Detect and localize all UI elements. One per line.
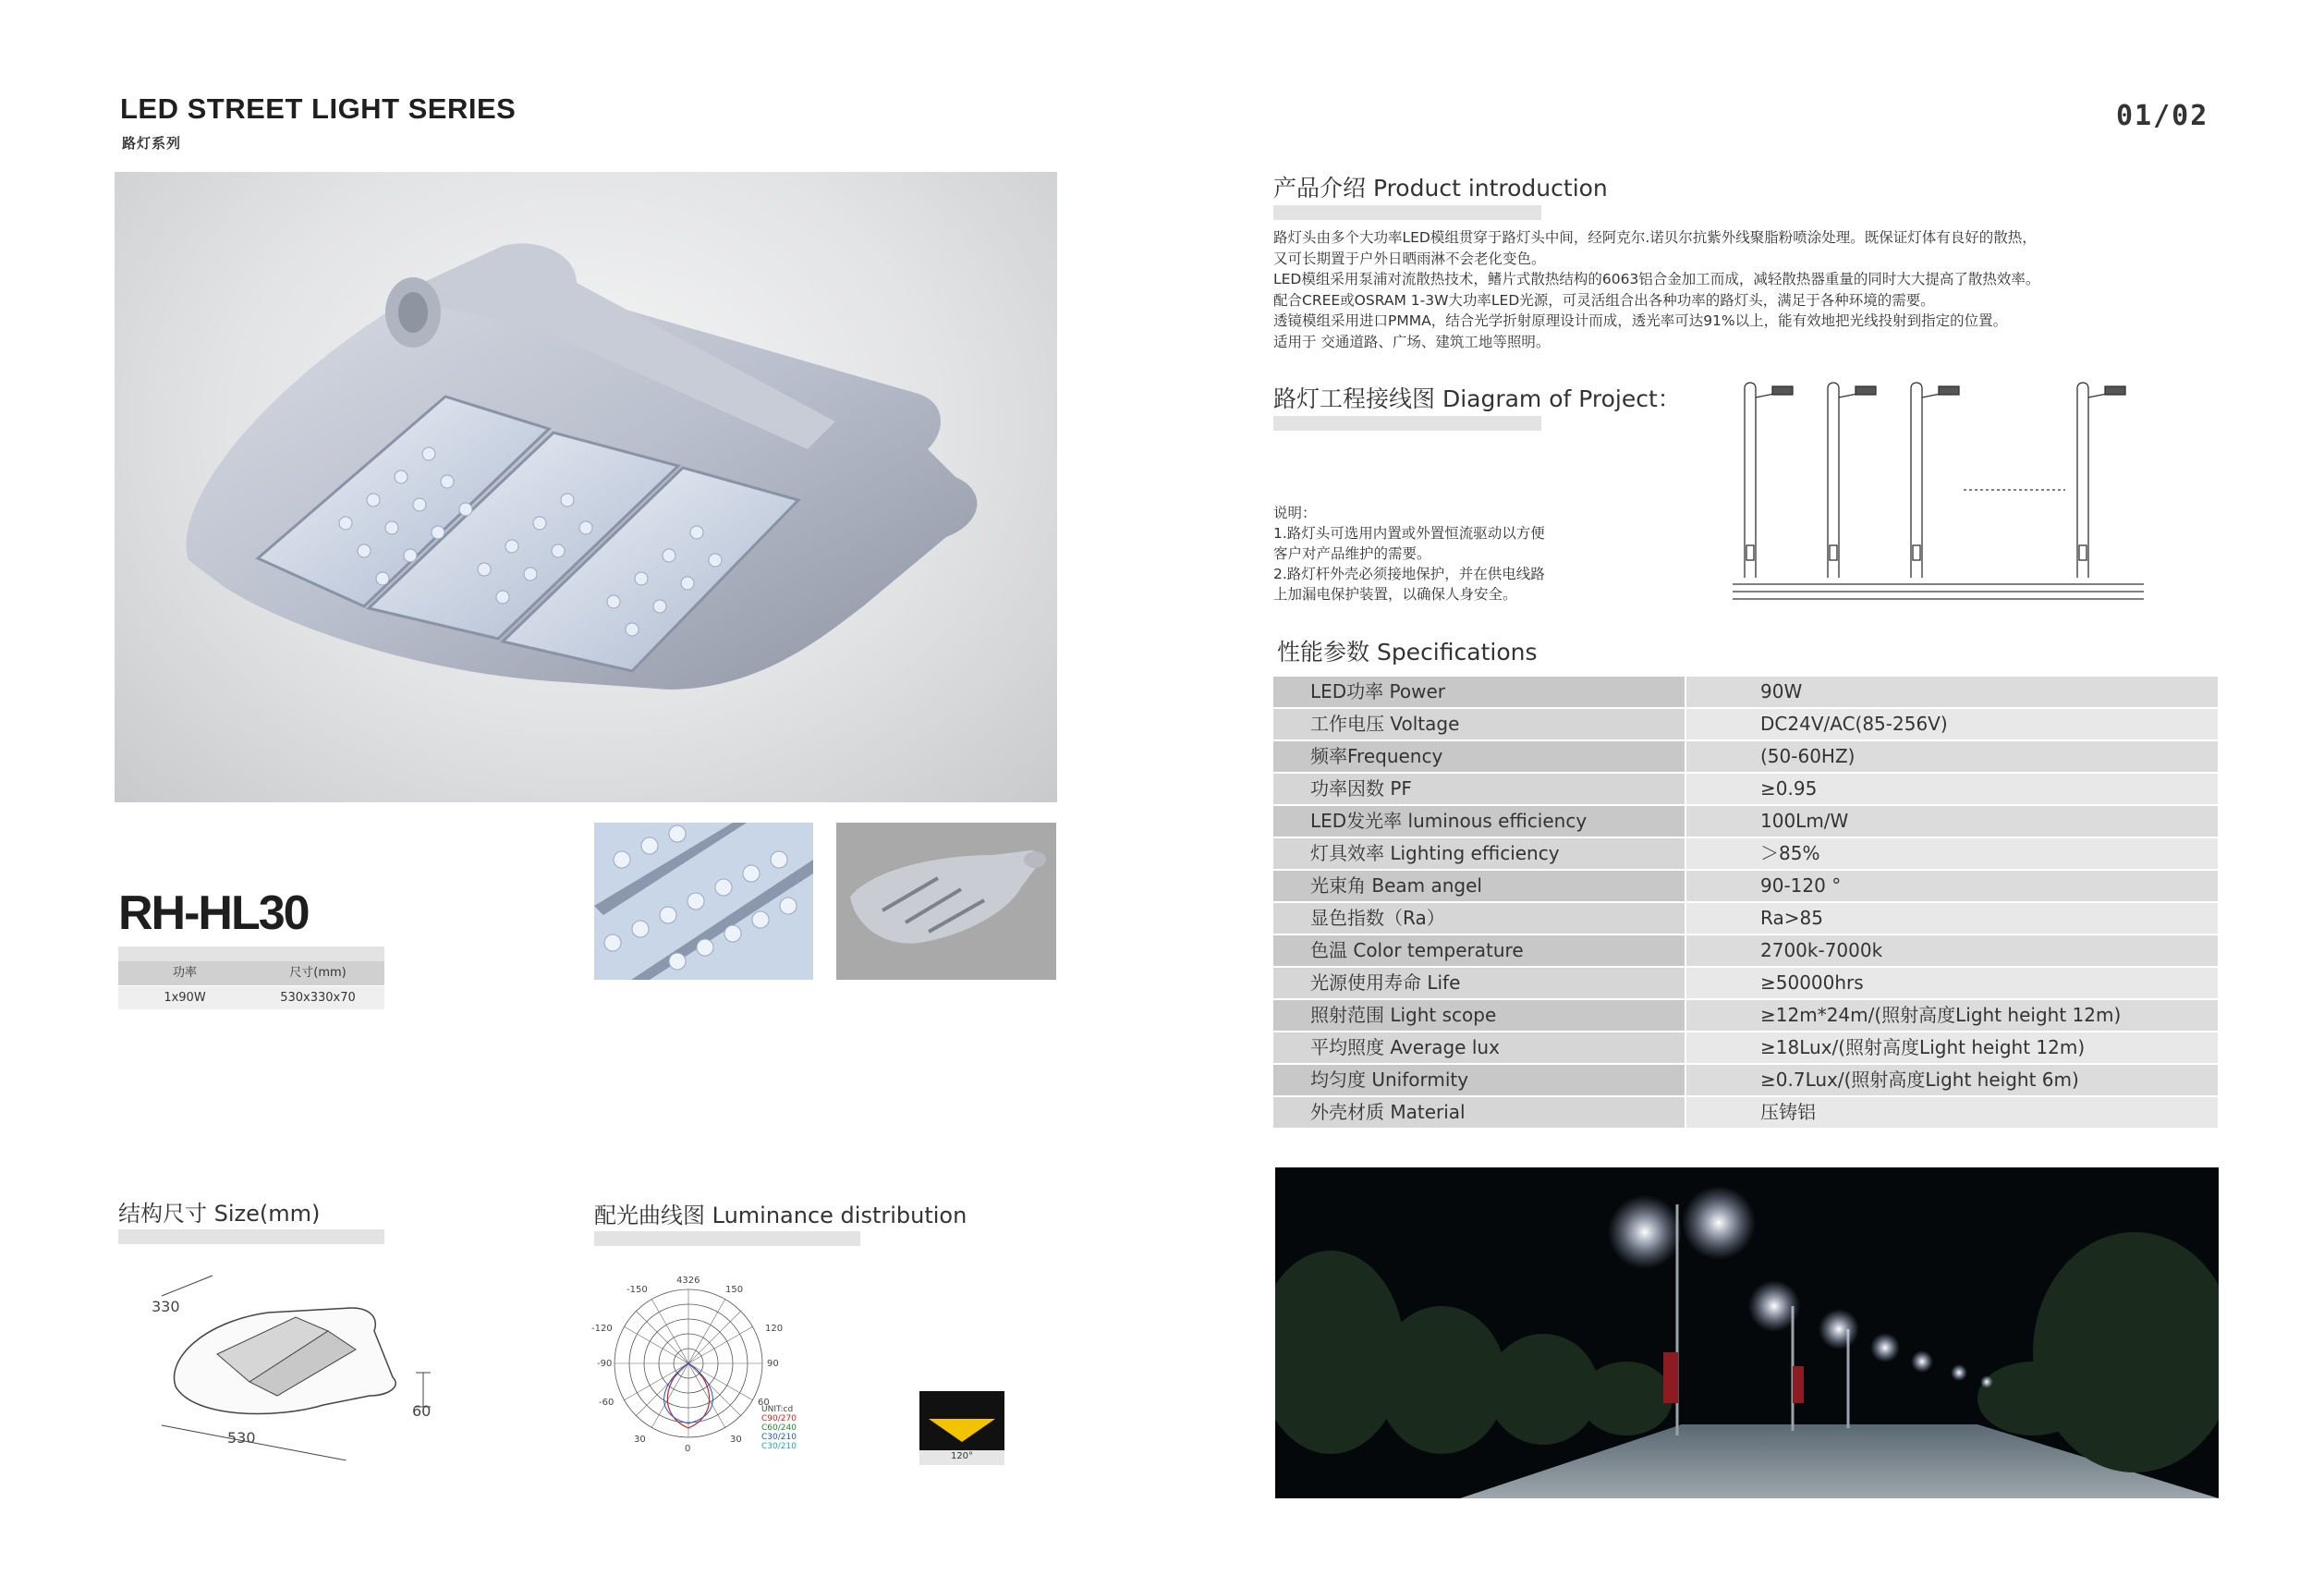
note-line: 客户对产品维护的需要。 [1273, 545, 1431, 562]
intro-line: 配合CREE或OSRAM 1-3W大功率LED光源，可灵活组合出各种功率的路灯头，满足于各种环境的需要。 [1273, 291, 1935, 309]
size-dimension-drawing [139, 1266, 453, 1460]
polar-label: -150 [627, 1285, 648, 1295]
lamp-side-view-photo [836, 823, 1056, 980]
table-row [118, 985, 384, 1009]
spec-key: 照射范围 Light scope [1273, 1000, 1686, 1032]
header-power: 功率 [172, 966, 197, 980]
legend-item: C90/270 [761, 1414, 797, 1423]
table-row [1273, 1032, 2218, 1065]
spec-value: ≥0.7Lux/(照射高度Light height 6m) [1686, 1065, 2218, 1097]
spec-value: ≥0.95 [1686, 774, 2218, 806]
spec-key: LED发光率 luminous efficiency [1273, 806, 1686, 838]
dim-length-label: 530 [227, 1429, 256, 1447]
project-diagram-title: 路灯工程接线图 Diagram of Project： [1273, 385, 1681, 412]
spec-value: ≥50000hrs [1686, 968, 2218, 1000]
table-row [1273, 677, 2218, 709]
beam-angle-badge [919, 1391, 1004, 1465]
header-size: 尺寸(mm) [289, 966, 347, 980]
intro-line: LED模组采用泵浦对流散热技术，鳍片式散热结构的6063铝合金加工而成，减轻散热器重量的同时大大提高了散热效率。 [1273, 271, 2040, 287]
polar-label: 90 [767, 1359, 779, 1369]
polar-legend [761, 1405, 797, 1451]
spec-key: 频率Frequency [1273, 741, 1686, 774]
spec-value: ≥12m*24m/(照射高度Light height 12m) [1686, 1000, 2218, 1032]
polar-label: -90 [597, 1359, 613, 1369]
spec-key: 工作电压 Voltage [1273, 709, 1686, 741]
wiring-notes [1273, 503, 1545, 605]
pole-wiring-diagram [1719, 379, 2144, 610]
cell-power: 1x90W [164, 991, 206, 1005]
spec-key: 灯具效率 Lighting efficiency [1273, 838, 1686, 871]
specs-table [1273, 677, 2218, 1130]
model-spec-table [118, 947, 384, 1009]
legend-item: C60/240 [761, 1423, 797, 1433]
spec-key: 色温 Color temperature [1273, 935, 1686, 968]
spec-key: 平均照度 Average lux [1273, 1032, 1686, 1065]
spec-key: 光束角 Beam angel [1273, 871, 1686, 903]
polar-label: 60 [758, 1398, 770, 1408]
table-row [1273, 1065, 2218, 1097]
table-row [1273, 903, 2218, 935]
table-header-row [118, 961, 384, 985]
spec-value: 90W [1686, 677, 2218, 709]
led-module-closeup-photo [594, 823, 813, 980]
dim-height-label: 60 [412, 1402, 432, 1420]
table-row [1273, 709, 2218, 741]
intro-line: 透镜模组采用进口PMMA，结合光学折射原理设计而成，透光率可达91%以上，能有效地把光线投射到指定的位置。 [1273, 312, 2008, 329]
luminance-polar-diagram [591, 1276, 822, 1460]
intro-bar [1273, 205, 1541, 220]
series-title: LED STREET LIGHT SERIES [120, 92, 517, 125]
table-row [1273, 741, 2218, 774]
legend-unit: UNIT:cd [761, 1405, 794, 1414]
table-row [1273, 838, 2218, 871]
street-light-illustration [115, 172, 1057, 802]
spec-value: 2700k-7000k [1686, 935, 2218, 968]
legend-item: C30/210 [761, 1442, 797, 1451]
polar-label: -120 [591, 1324, 613, 1334]
spec-value: ＞85% [1686, 838, 2218, 871]
table-row [1273, 774, 2218, 806]
cell-size: 530x330x70 [280, 991, 356, 1005]
spec-value: ≥18Lux/(照射高度Light height 12m) [1686, 1032, 2218, 1065]
polar-label: -60 [599, 1398, 614, 1408]
note-line: 说明： [1273, 505, 1317, 521]
intro-title: 产品介绍 Product introduction [1273, 175, 1608, 202]
product-main-photo [115, 172, 1057, 802]
polar-label: 30 [634, 1435, 646, 1445]
project-diagram-bar [1273, 416, 1541, 431]
specs-title: 性能参数 Specifications [1277, 639, 1538, 666]
polar-label: 30 [730, 1435, 742, 1445]
spec-value: 100Lm/W [1686, 806, 2218, 838]
page-number: 01/02 [2116, 100, 2209, 132]
intro-line: 适用于 交通道路、广场、建筑工地等照明。 [1273, 333, 1551, 350]
polar-label: 120 [765, 1324, 784, 1334]
polar-label: 150 [725, 1285, 744, 1295]
spec-key: 光源使用寿命 Life [1273, 968, 1686, 1000]
intro-line: 路灯头由多个大功率LED模组贯穿于路灯头中间，经阿克尔.诺贝尔抗紫外线聚脂粉喷涂处理。既保证灯体有良好的散热， [1273, 229, 2037, 246]
model-name: RH-HL30 [118, 886, 309, 940]
table-row [1273, 935, 2218, 968]
spec-key: LED功率 Power [1273, 677, 1686, 709]
legend-item: C30/210 [761, 1433, 797, 1442]
table-row [1273, 806, 2218, 838]
note-line: 1.路灯头可选用内置或外置恒流驱动以方便 [1273, 525, 1545, 542]
spec-value: Ra>85 [1686, 903, 2218, 935]
spec-key: 外壳材质 Material [1273, 1097, 1686, 1130]
intro-body [1273, 227, 2216, 352]
table-accent-bar [118, 947, 384, 961]
luminance-section-title: 配光曲线图 Luminance distribution [594, 1203, 967, 1228]
spec-value: 压铸铝 [1686, 1097, 2218, 1130]
note-line: 上加漏电保护装置，以确保人身安全。 [1273, 586, 1517, 603]
spec-key: 均匀度 Uniformity [1273, 1065, 1686, 1097]
dim-width-label: 330 [152, 1298, 180, 1315]
spec-value: (50-60HZ) [1686, 741, 2218, 774]
table-row [1273, 968, 2218, 1000]
note-line: 2.路灯杆外壳必须接地保护，并在供电线路 [1273, 566, 1545, 582]
spec-value: 90-120 ° [1686, 871, 2218, 903]
spec-key: 显色指数（Ra） [1273, 903, 1686, 935]
size-section-bar [118, 1229, 384, 1244]
series-subtitle: 路灯系列 [122, 135, 182, 152]
table-row [1273, 871, 2218, 903]
polar-max-label: 4326 [676, 1276, 700, 1286]
spec-value: DC24V/AC(85-256V) [1686, 709, 2218, 741]
table-row [1273, 1000, 2218, 1032]
luminance-section-bar [594, 1231, 860, 1246]
polar-label: 0 [685, 1444, 691, 1454]
size-section-title: 结构尺寸 Size(mm) [118, 1201, 321, 1227]
beam-angle-label: 120° [950, 1451, 974, 1461]
night-street-application-photo [1275, 1167, 2219, 1498]
table-row [1273, 1097, 2218, 1130]
intro-line: 又可长期置于户外日晒雨淋不会老化变色。 [1273, 250, 1546, 267]
spec-key: 功率因数 PF [1273, 774, 1686, 806]
